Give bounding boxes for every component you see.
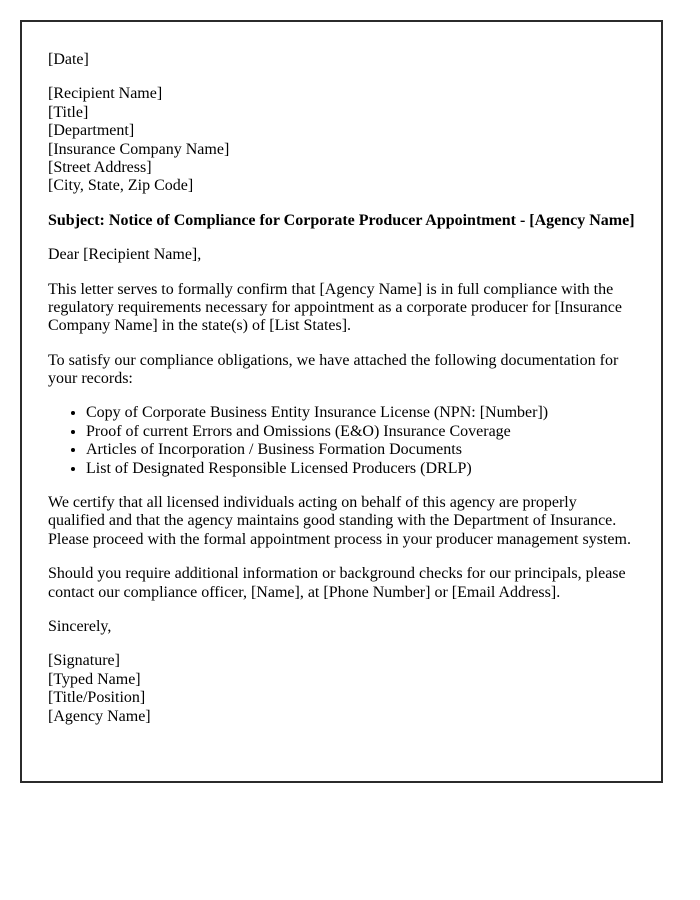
paragraph-attachments-intro: To satisfy our compliance obligations, we have attached the following documentation for your records: [48,351,619,388]
attachment-list [48,404,635,478]
attachment-item-eo-coverage: • Proof of current Errors and Omissions (E&O) Insurance Coverage [86,423,635,441]
recipient-street-line: [Street Address] [48,158,152,176]
title-position-line: [Title/Position] [48,689,146,707]
agency-name-line: [Agency Name] [48,707,151,725]
recipient-city-line: [City, State, Zip Code] [48,177,194,195]
subject-line: Subject: Notice of Compliance for Corporate Producer Appointment - [Agency Name] [48,211,635,229]
salutation: Dear [Recipient Name], [48,246,202,264]
recipient-title-line: [Title] [48,103,89,121]
signature-line: [Signature] [48,652,120,670]
attachment-item-articles: • Articles of Incorporation / Business Formation Documents [86,441,635,459]
paragraph-contact-info: Should you require additional information or background checks for our principals, please contact our compliance officer, [Name], at [Phone Number] or [Email Address]. [48,565,626,601]
date-line: [Date] [48,51,89,68]
recipient-department-line: [Department] [48,122,135,140]
closing: Sincerely, [48,617,112,635]
recipient-name-line: [Recipient Name] [48,85,163,103]
typed-name-line: [Typed Name] [48,670,141,688]
recipient-company-line: [Insurance Company Name] [48,140,230,158]
paragraph-compliance-confirmation: This letter serves to formally confirm that [Agency Name] is in full compliance with the regulatory requirements necessary for appointment as a corporate producer for [Insurance Company Name] in the state(s) of [List States]. [48,280,622,335]
attachment-item-license: • Copy of Corporate Business Entity Insurance License (NPN: [Number]) [86,404,635,422]
letter-page [20,20,663,783]
signature-block [48,652,635,726]
paragraph-certification: We certify that all licensed individuals acting on behalf of this agency are properly qualified and that the agency maintains good standing with the Department of Insurance. Please proceed with the formal appointment process in your producer management system. [48,494,631,548]
recipient-address-block [48,85,635,195]
attachment-item-drlp: • List of Designated Responsible Licensed Producers (DRLP) [86,460,635,478]
